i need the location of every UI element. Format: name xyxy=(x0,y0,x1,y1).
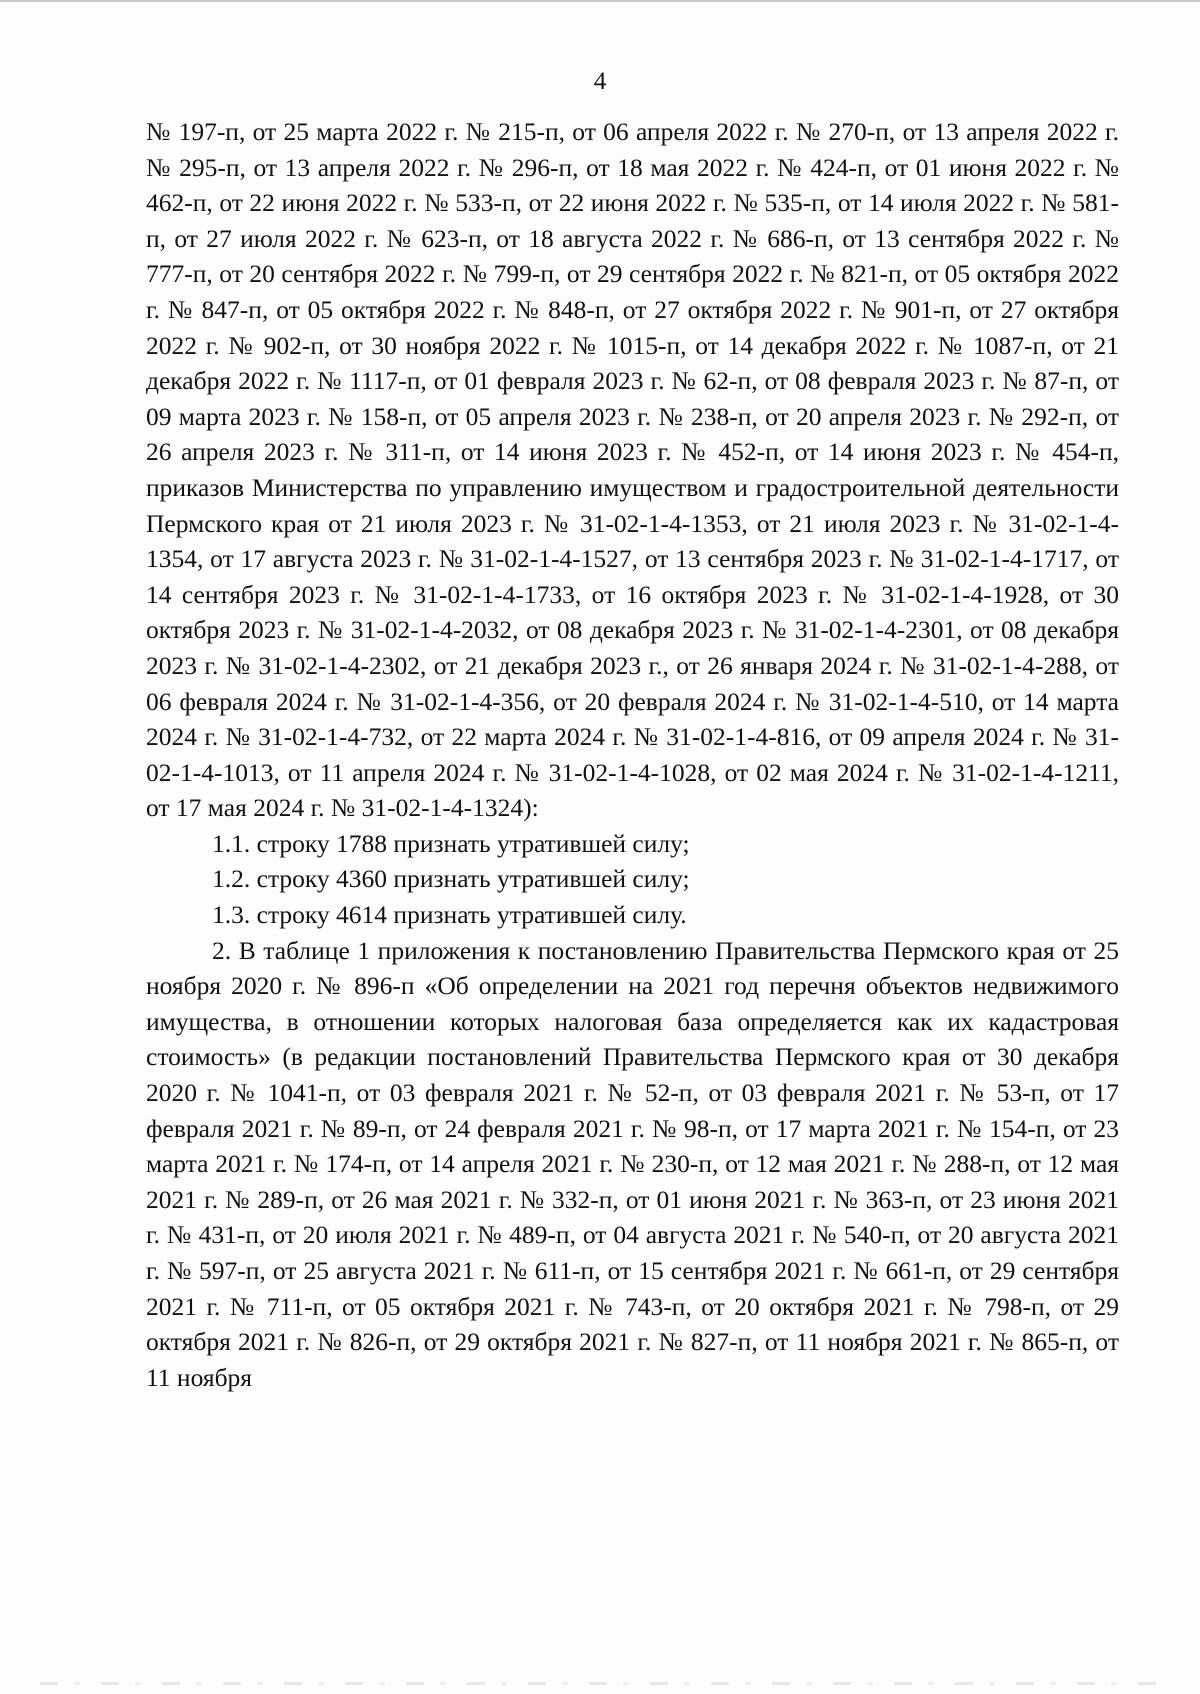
scan-top-edge xyxy=(0,0,1200,2)
paragraph-2: 2. В таблице 1 приложения к постановлению Правительства Пермского края от 25 ноября 2020 г. № 896-п «Об определении на 2021 год перечня объектов недвижимого имущества, в отношении которых налоговая база определяется как их кадастровая стоимость» (в редакции постановлений Правительства Пермского края от 30 декабря 2020 г. № 1041-п, от 03 февраля 2021 г. № 52-п, от 03 февраля 2021 г. № 53-п, от 17 февраля 2021 г. № 89-п, от 24 февраля 2021 г. № 98-п, от 17 марта 2021 г. № 154-п, от 23 марта 2021 г. № 174-п, от 14 апреля 2021 г. № 230-п, от 12 мая 2021 г. № 288-п, от 12 мая 2021 г. № 289-п, от 26 мая 2021 г. № 332-п, от 01 июня 2021 г. № 363-п, от 23 июня 2021 г. № 431-п, от 20 июля 2021 г. № 489-п, от 04 августа 2021 г. № 540-п, от 20 августа 2021 г. № 597-п, от 25 августа 2021 г. № 611-п, от 15 сентября 2021 г. № 661-п, от 29 сентября 2021 г. № 711-п, от 05 октября 2021 г. № 743-п, от 20 октября 2021 г. № 798-п, от 29 октября 2021 г. № 826-п, от 29 октября 2021 г. № 827-п, от 11 ноября 2021 г. № 865-п, от 11 ноября xyxy=(146,935,1119,1392)
list-item: 1.2. строку 4360 признать утратившей силу; xyxy=(212,864,690,894)
page-number: 4 xyxy=(593,68,607,95)
list-item: 1.1. строку 1788 признать утратившей силу; xyxy=(212,828,690,858)
list-item: 1.3. строку 4614 признать утратившей силу. xyxy=(212,900,687,930)
paragraph-continuation: № 197-п, от 25 марта 2022 г. № 215-п, от 06 апреля 2022 г. № 270-п, от 13 апреля 2022 г. № 295-п, от 13 апреля 2022 г. № 296-п, от 18 мая 2022 г. № 424-п, от 01 июня 2022 г. № 462-п, от 22 июня 2022 г. № 533-п, от 22 июня 2022 г. № 535-п, от 14 июля 2022 г. № 581-п, от 27 июля 2022 г. № 623-п, от 18 августа 2022 г. № 686-п, от 13 сентября 2022 г. № 777-п, от 20 сентября 2022 г. № 799-п, от 29 сентября 2022 г. № 821-п, от 05 октября 2022 г. № 847-п, от 05 октября 2022 г. № 848-п, от 27 октября 2022 г. № 901-п, от 27 октября 2022 г. № 902-п, от 30 ноября 2022 г. № 1015-п, от 14 декабря 2022 г. № 1087-п, от 21 декабря 2022 г. № 1117-п, от 01 февраля 2023 г. № 62-п, от 08 февраля 2023 г. № 87-п, от 09 марта 2023 г. № 158-п, от 05 апреля 2023 г. № 238-п, от 20 апреля 2023 г. № 292-п, от 26 апреля 2023 г. № 311-п, от 14 июня 2023 г. № 452-п, от 14 июня 2023 г. № 454-п, приказов Министерства по управлению имуществом и градостроительной деятельности Пермского края от 21 июля 2023 г. № 31-02-1-4-1353, от 21 июля 2023 г. № 31-02-1-4-1354, от 17 августа 2023 г. № 31-02-1-4-1527, от 13 сентября 2023 г. № 31-02-1-4-1717, от 14 сентября 2023 г. № 31-02-1-4-1733, от 16 октября 2023 г. № 31-02-1-4-1928, от 30 октября 2023 г. № 31-02-1-4-2032, от 08 декабря 2023 г. № 31-02-1-4-2301, от 08 декабря 2023 г. № 31-02-1-4-2302, от 21 декабря 2023 г., от 26 января 2024 г. № 31-02-1-4-288, от 06 февраля 2024 г. № 31-02-1-4-356, от 20 февраля 2024 г. № 31-02-1-4-510, от 14 марта 2024 г. № 31-02-1-4-732, от 22 марта 2024 г. № 31-02-1-4-816, от 09 апреля 2024 г. № 31-02-1-4-1013, от 11 апреля 2024 г. № 31-02-1-4-1028, от 02 мая 2024 г. № 31-02-1-4-1211, от 17 мая 2024 г. № 31-02-1-4-1324): xyxy=(146,117,1119,823)
scan-bottom-noise xyxy=(40,1682,1160,1685)
document-body xyxy=(146,114,1119,1395)
